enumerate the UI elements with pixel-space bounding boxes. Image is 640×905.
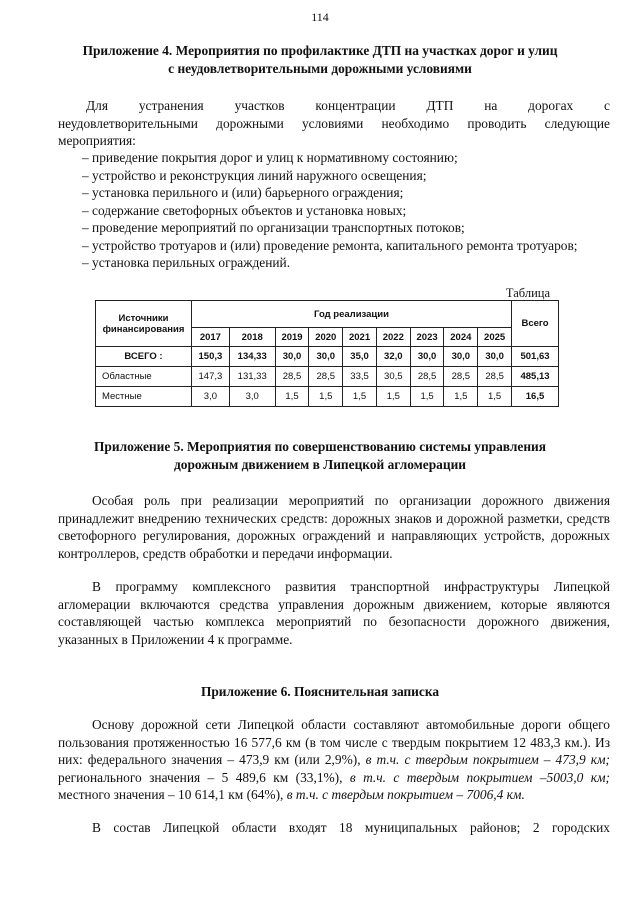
table-cell: 1,5 (275, 387, 309, 407)
table-row (96, 367, 559, 387)
app5-paragraph-1: Особая роль при реализации мероприятий по организации дорожного движения принадлежит внедрению технических средств: дорожных знаков и дорожной разметки, средств светофорного регулирования, дорожных ограждений и направляющих устройств, дорожных контроллеров, средств обработки и передачи информации. (58, 493, 610, 561)
app5-title (60, 438, 580, 474)
table-cell: 30,0 (309, 347, 343, 367)
col-header-year-group: Год реализации (192, 301, 512, 328)
col-header-total: Всего (512, 301, 559, 347)
app4-item-list (82, 149, 610, 272)
app6-para1-text-e: местного значения – 10 614,1 км (64%), (58, 787, 284, 802)
app6-para1-text-d: в т.ч. с твердым покрытием –5003,0 км; (349, 769, 610, 785)
app4-intro (58, 97, 610, 150)
table-row-total (96, 347, 559, 367)
app5-title-line2: дорожным движением в Липецкой агломерации (173, 457, 466, 472)
table-cell: 1,5 (309, 387, 343, 407)
table-cell: 30,0 (444, 347, 478, 367)
list-item: – приведение покрытия дорог и улиц к нормативному состоянию; (82, 150, 458, 165)
table-cell: 3,0 (192, 387, 230, 407)
list-item (82, 237, 610, 255)
year-header: 2019 (275, 328, 309, 347)
table-cell: 28,5 (275, 367, 309, 387)
table-cell: 28,5 (309, 367, 343, 387)
table-cell-total: 16,5 (512, 387, 559, 407)
app6-para1-text-f: в т.ч. с твердым покрытием – 7006,4 км. (286, 787, 525, 802)
row-label: Местные (96, 387, 192, 407)
page-number: 114 (311, 10, 329, 24)
year-header: 2020 (309, 328, 343, 347)
table-cell: 28,5 (478, 367, 512, 387)
table-cell: 1,5 (410, 387, 444, 407)
year-header: 2017 (192, 328, 230, 347)
table-cell: 30,0 (410, 347, 444, 367)
app6-para1-text-a: Основу дорожной сети Липецкой области составляют автомобильные дороги общего пользования протяженностью 16 577,6 км (в том числе с твердым покрытием 12 483,3 км.). Из них: федерального значения – 473,9 км (или 2,9%), (58, 717, 610, 767)
app6-para1-text-b: в т.ч. с твердым покрытием – 473,9 км; (365, 752, 610, 767)
app4-title (60, 42, 580, 78)
table-cell-total: 485,13 (512, 367, 559, 387)
year-header: 2024 (444, 328, 478, 347)
table-cell: 1,5 (478, 387, 512, 407)
table-cell: 28,5 (444, 367, 478, 387)
list-item: – установка перильного и (или) барьерного ограждения; (82, 185, 404, 200)
table-caption: Таблица (505, 286, 550, 300)
table-cell: 131,33 (229, 367, 275, 387)
table-cell: 30,5 (376, 367, 410, 387)
table-cell: 30,0 (478, 347, 512, 367)
table-cell: 1,5 (376, 387, 410, 407)
col-header-source: Источники финансирования (96, 301, 192, 347)
table-cell: 28,5 (410, 367, 444, 387)
app6-title: Приложение 6. Пояснительная записка (200, 684, 440, 699)
table-cell: 150,3 (192, 347, 230, 367)
list-item: – устройство и реконструкция линий наружного освещения; (82, 167, 427, 183)
table-cell: 3,0 (229, 387, 275, 407)
table-cell-total: 501,63 (512, 347, 559, 367)
app5-paragraph-2: В программу комплексного развития транспортной инфраструктуры Липецкой агломерации включаются средства управления дорожным движением, которые являются составляющей частью комплекса мероприятий по безопасности дорожного движения, указанных в Приложении 4 к программе. (58, 579, 610, 647)
table-cell: 1,5 (343, 387, 377, 407)
financing-table (95, 300, 559, 407)
table-cell: 147,3 (192, 367, 230, 387)
table-cell: 32,0 (376, 347, 410, 367)
app4-intro-rest: неудовлетворительными дорожными условиями необходимо проводить следующие мероприятия: (58, 115, 610, 148)
app4-title-line2: с неудовлетворительными дорожными условиями (168, 61, 472, 76)
year-header: 2018 (229, 328, 275, 347)
year-header: 2022 (376, 328, 410, 347)
year-header: 2023 (410, 328, 444, 347)
table-cell: 35,0 (343, 347, 377, 367)
list-item: – проведение мероприятий по организации транспортных потоков; (82, 220, 465, 235)
list-item-text: – устройство тротуаров и (или) проведение ремонта, капитального ремонта тротуаров; (82, 237, 578, 253)
list-item: – содержание светофорных объектов и установка новых; (82, 202, 407, 218)
list-item: – установка перильных ограждений. (82, 255, 291, 270)
row-label: ВСЕГО : (96, 347, 192, 367)
table-cell: 33,5 (343, 367, 377, 387)
app6-para1-text-c: регионального значения – 5 489,6 км (33,1%), (58, 769, 343, 785)
table-cell: 30,0 (275, 347, 309, 367)
table-row (96, 387, 559, 407)
year-header: 2025 (478, 328, 512, 347)
app6-paragraph-2: В состав Липецкой области входят 18 муниципальных районов; 2 городских (92, 820, 610, 835)
year-header: 2021 (343, 328, 377, 347)
table-cell: 134,33 (229, 347, 275, 367)
app6-paragraph-1 (58, 716, 610, 804)
app4-title-line1: Приложение 4. Мероприятия по профилактике ДТП на участках дорог и улиц (82, 43, 558, 58)
row-label: Областные (96, 367, 192, 387)
app5-title-line1: Приложение 5. Мероприятия по совершенствованию системы управления (94, 439, 546, 454)
table-cell: 1,5 (444, 387, 478, 407)
app4-intro-line1: Для устранения участков концентрации ДТП на дорогах с (86, 98, 610, 113)
